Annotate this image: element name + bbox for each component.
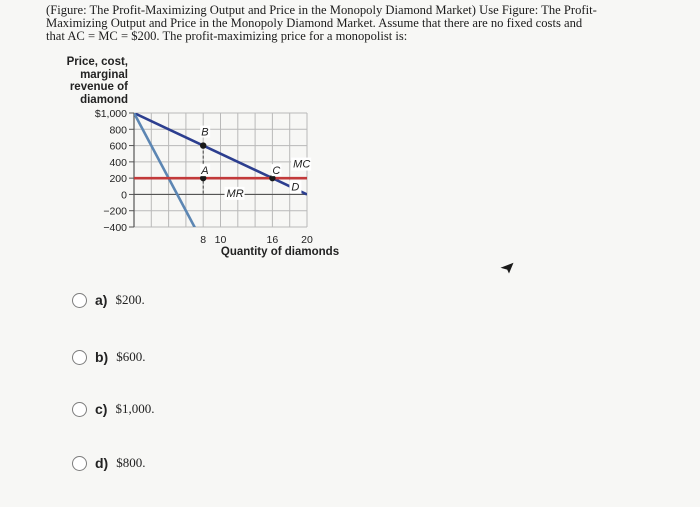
y-tick-label: −400 bbox=[103, 222, 127, 234]
question-line: (Figure: The Profit-Maximizing Output and Price in the Monopoly Diamond Market) Use Figure: The Profit- bbox=[46, 3, 597, 17]
x-axis-label: Quantity of diamonds bbox=[220, 246, 340, 258]
option-text: $600. bbox=[116, 349, 146, 364]
option-letter: a) bbox=[95, 292, 108, 308]
series-label-mc: MC bbox=[293, 158, 311, 171]
y-tick-label: −200 bbox=[103, 205, 127, 218]
y-axis-label-line: Price, cost, bbox=[66, 56, 128, 68]
option-c[interactable] bbox=[72, 401, 154, 417]
radio-button[interactable] bbox=[72, 350, 87, 365]
y-axis-label-line: revenue of bbox=[69, 81, 128, 93]
radio-button[interactable] bbox=[72, 293, 87, 308]
y-tick-label: 800 bbox=[109, 124, 127, 137]
point-label-c: C bbox=[272, 165, 281, 178]
radio-button[interactable] bbox=[72, 456, 87, 471]
option-letter: c) bbox=[95, 401, 108, 417]
y-tick-label: 0 bbox=[121, 189, 127, 202]
option-letter: d) bbox=[95, 455, 109, 471]
point-b bbox=[200, 142, 206, 148]
option-text: $800. bbox=[116, 455, 146, 470]
mouse-cursor-icon bbox=[500, 262, 514, 274]
point-label-b: B bbox=[201, 126, 209, 139]
option-letter: b) bbox=[95, 349, 109, 365]
option-text: $1,000. bbox=[115, 401, 155, 416]
option-d[interactable] bbox=[72, 455, 145, 471]
series-label-d: D bbox=[291, 181, 300, 194]
y-tick-label: 200 bbox=[109, 173, 127, 186]
question-line: that AC = MC = $200. The profit-maximizing price for a monopolist is: bbox=[46, 29, 408, 43]
x-tick-label: 8 bbox=[200, 234, 207, 246]
y-axis-label-line: diamond bbox=[80, 93, 128, 106]
point-label-a: A bbox=[201, 165, 209, 178]
x-tick-label: 20 bbox=[301, 234, 313, 246]
option-text: $200. bbox=[115, 292, 145, 307]
x-tick-label: 10 bbox=[214, 234, 227, 246]
y-tick-label: 400 bbox=[109, 156, 127, 169]
radio-button[interactable] bbox=[72, 402, 87, 417]
question-line: Maximizing Output and Price in the Monopoly Diamond Market. Assume that there are no fixed costs and bbox=[46, 16, 583, 30]
series-label-mr: MR bbox=[226, 187, 244, 200]
y-tick-label: 600 bbox=[109, 140, 127, 153]
option-b[interactable] bbox=[72, 349, 145, 365]
x-tick-label: 16 bbox=[266, 234, 279, 246]
y-axis-label-line: marginal bbox=[80, 68, 128, 81]
y-tick-label: $1,000 bbox=[94, 108, 127, 120]
option-a[interactable] bbox=[72, 292, 145, 308]
